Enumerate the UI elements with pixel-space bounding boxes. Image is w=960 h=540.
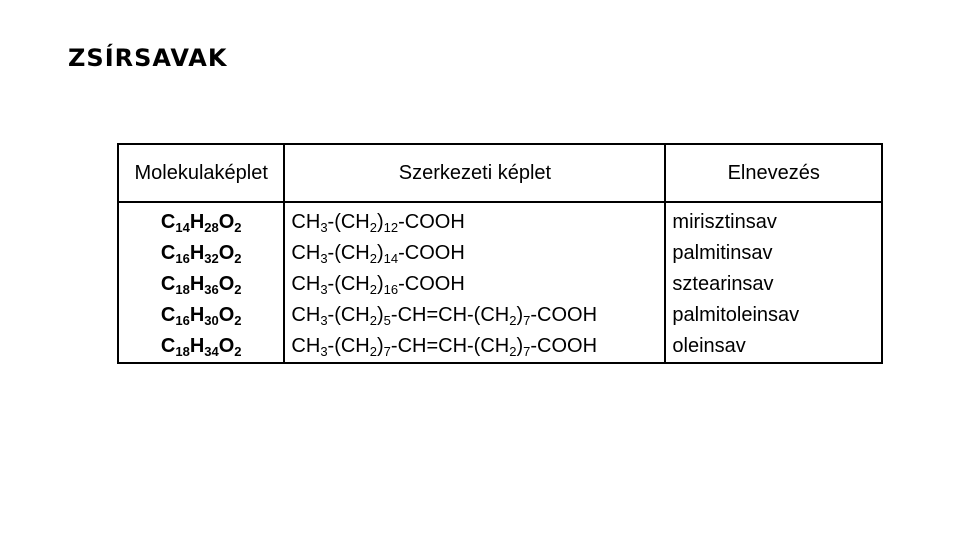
page-title: ZSÍRSAVAK: [68, 44, 228, 72]
structural-formula-column: [284, 202, 665, 363]
name-column: [665, 202, 882, 363]
header-structural-formula: Szerkezeti képlet: [284, 144, 665, 202]
molecular-formula-cell: $C_{18}H_{34}O_2$: [160, 335, 242, 359]
molecular-formula-cell: $C_{16}H_{32}O_2$: [160, 242, 242, 266]
molecular-formula-cell: $C_{14}H_{28}O_2$: [160, 211, 242, 235]
structural-formula-cell: $CH_3-(CH_2)_{12}$-COOH: [291, 211, 465, 235]
molecular-formula-cell: $C_{16}H_{30}O_2$: [160, 304, 242, 328]
fatty-acid-name-cell: palmitinsav: [672, 242, 773, 264]
fatty-acid-name-cell: sztearinsav: [672, 273, 774, 295]
molecular-formula-column: [118, 202, 284, 363]
fatty-acid-name-cell: oleinsav: [672, 335, 746, 357]
structural-formula-cell: $CH_3-(CH_2)_{16}$-COOH: [291, 273, 465, 297]
header-molecular-formula: Molekulaképlet: [118, 144, 284, 202]
fatty-acid-name-cell: mirisztinsav: [672, 211, 777, 233]
table-header-row: [118, 144, 882, 202]
structural-formula-cell: $CH_3-(CH_2)_{14}$-COOH: [291, 242, 465, 266]
molecular-formula-cell: $C_{18}H_{36}O_2$: [160, 273, 242, 297]
structural-formula-cell: $CH_3-(CH_2)_7-CH=CH-(CH_2)_7$-COOH: [291, 335, 598, 359]
fatty-acid-name-cell: palmitoleinsav: [672, 304, 800, 326]
table-body-row: [118, 202, 882, 363]
header-name: Elnevezés: [665, 144, 882, 202]
structural-formula-cell: $CH_3-(CH_2)_5-CH=CH-(CH_2)_7$-COOH: [291, 304, 598, 328]
fatty-acids-table: [117, 143, 883, 364]
